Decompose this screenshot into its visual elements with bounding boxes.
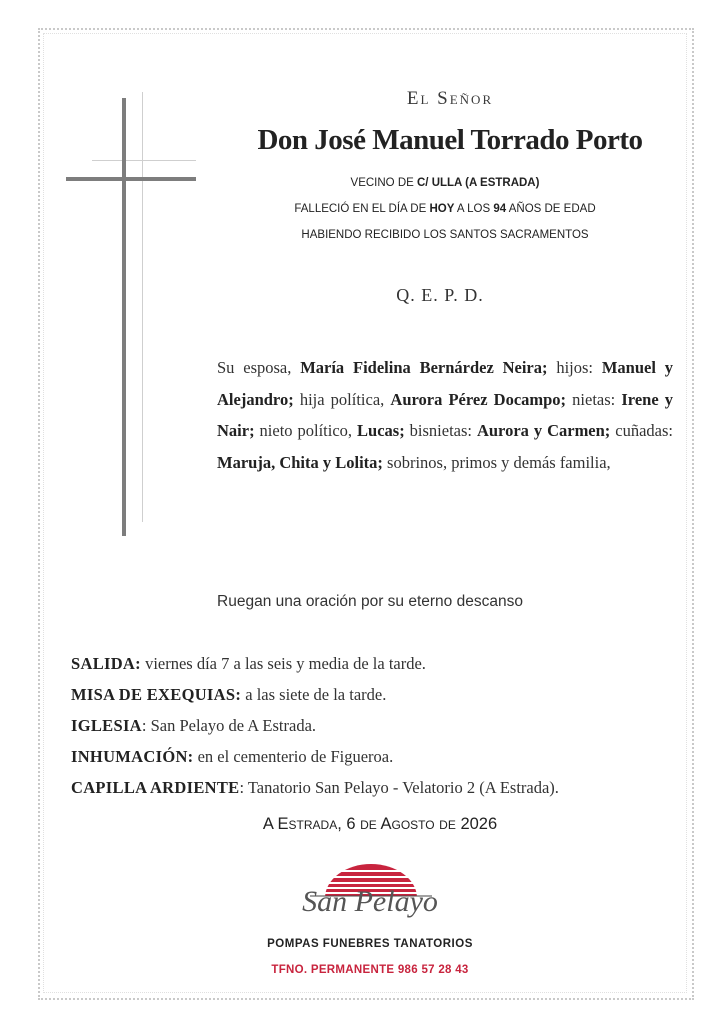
detail-text: : Tanatorio San Pelayo - Velatorio 2 (A Estrada). — [239, 778, 559, 797]
family-name: Maruja, Chita y Lolita; — [217, 452, 383, 472]
detail-line — [71, 679, 691, 710]
detail-label: SALIDA: — [71, 654, 141, 673]
cross-shadow-vertical — [142, 92, 143, 522]
detail-line — [71, 648, 691, 679]
family-name: Aurora Pérez Docampo; — [390, 389, 567, 409]
detail-label: MISA DE EXEQUIAS: — [71, 685, 242, 704]
info-line-1: VECINO DE C/ ULLA (A ESTRADA) — [350, 177, 540, 189]
family-text: Su esposa, — [217, 358, 301, 377]
detail-label: CAPILLA ARDIENTE — [71, 778, 240, 797]
date-place: A Estrada, 6 de Agosto de 2026 — [262, 815, 498, 833]
family-name: María Fidelina Bernárdez Neira; — [300, 358, 548, 377]
family-text: hija política, — [293, 389, 391, 409]
cross-icon-vertical — [122, 98, 126, 536]
family-name: Irene y Nair; — [217, 389, 674, 440]
phone-number: TFNO. PERMANENTE 986 57 28 43 — [271, 964, 469, 976]
family-text: cuñadas: — [610, 421, 674, 440]
family-name: Aurora y Carmen; — [476, 421, 611, 440]
detail-line — [71, 772, 691, 803]
detail-line — [71, 710, 691, 741]
detail-label: INHUMACIÓN: — [71, 747, 194, 766]
detail-text: : San Pelayo de A Estrada. — [141, 716, 317, 735]
family-text: nieto político, — [254, 421, 358, 440]
company-tagline: POMPAS FUNEBRES TANATORIOS — [267, 938, 473, 950]
family-text: bisnietas: — [404, 421, 477, 440]
qepd: Q. E. P. D. — [396, 285, 484, 305]
detail-text: en el cementerio de Figueroa. — [193, 747, 394, 766]
family-text: hijos: — [547, 358, 602, 377]
prayer-request: Ruegan una oración por su eterno descanso — [217, 593, 523, 610]
info-line-3: HABIENDO RECIBIDO LOS SANTOS SACRAMENTOS — [301, 229, 589, 241]
cross-icon-horizontal — [66, 177, 196, 181]
family-text: sobrinos, primos y demás familia, — [382, 452, 611, 472]
detail-text: viernes día 7 a las seis y media de la tarde. — [140, 654, 426, 673]
family-name: Manuel y Alejandro; — [217, 358, 673, 409]
detail-text: a las siete de la tarde. — [241, 685, 387, 704]
cross-shadow-horizontal — [92, 160, 196, 161]
deceased-name: Don José Manuel Torrado Porto — [257, 124, 643, 156]
family-text: nietas: — [566, 389, 622, 409]
family-paragraph — [217, 352, 673, 478]
detail-line — [71, 741, 691, 772]
detail-label: IGLESIA — [71, 716, 142, 735]
family-name: Lucas; — [357, 421, 405, 440]
logo-wordmark: San Pelayo — [302, 885, 438, 918]
title-el-senor: El Señor — [406, 88, 494, 109]
info-line-2: FALLECIÓ EN EL DÍA DE HOY A LOS 94 AÑOS DE EDAD — [294, 203, 596, 215]
ceremony-details — [71, 648, 691, 803]
